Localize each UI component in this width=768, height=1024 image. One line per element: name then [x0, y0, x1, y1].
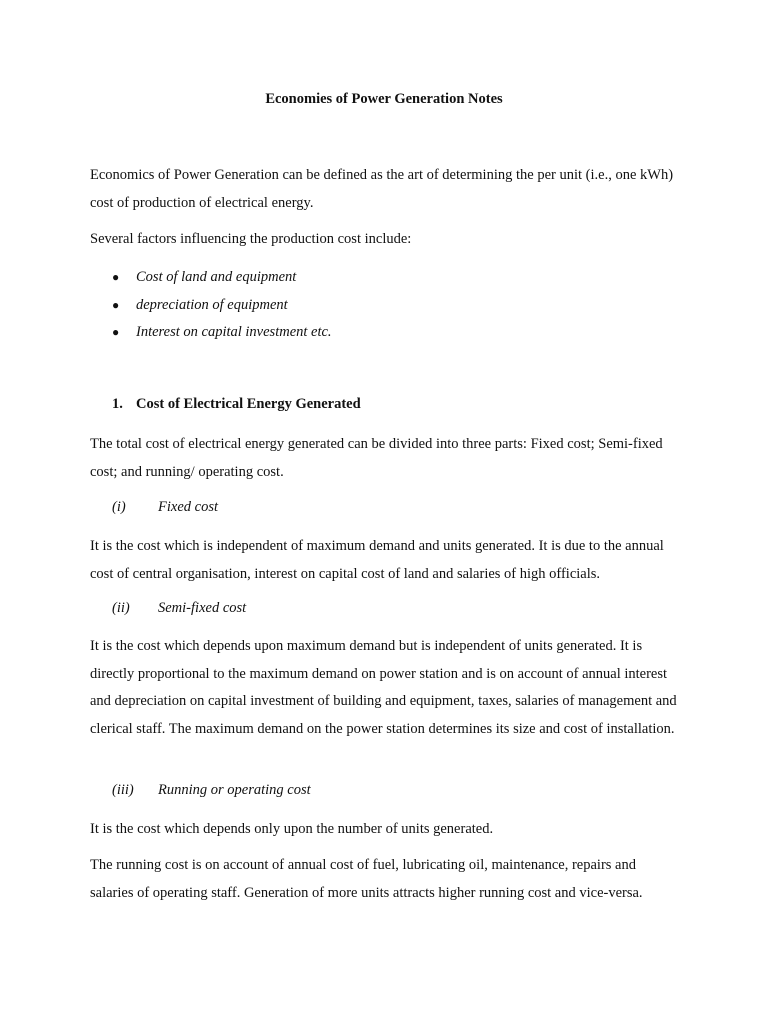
list-item-text: depreciation of equipment [136, 296, 288, 313]
list-item [112, 292, 332, 320]
bullet-icon: ● [112, 297, 120, 312]
running-cost-paragraph: It is the cost which depends only upon the number of units generated. [90, 821, 494, 837]
subheading-running-cost [112, 782, 311, 799]
subheading-text: Running or operating cost [158, 782, 311, 798]
roman-numeral: (iii) [112, 782, 134, 798]
document-title: Economies of Power Generation Notes [265, 91, 503, 107]
bullet-icon: ● [112, 325, 120, 340]
subheading-text: Semi-fixed cost [158, 600, 247, 616]
list-item-text: Cost of land and equipment [136, 269, 297, 285]
list-item [112, 264, 332, 292]
roman-numeral: (i) [112, 499, 126, 515]
running-cost-details-paragraph: The running cost is on account of annual cost of fuel, lubricating oil, maintenance, repairs and salaries of operating staff. Generation of more units attracts higher running cost and vice-versa. [90, 857, 643, 901]
factors-list [112, 264, 332, 347]
roman-numeral: (ii) [112, 600, 130, 616]
fixed-cost-paragraph: It is the cost which is independent of maximum demand and units generated. It is due to the annual cost of central organisation, interest on capital cost of land and salaries of high officials. [90, 538, 664, 582]
section-heading-text: Cost of Electrical Energy Generated [136, 396, 361, 412]
intro-paragraph: Economics of Power Generation can be defined as the art of determining the per unit (i.e., one kWh) cost of production of electrical energy. [90, 167, 674, 211]
section-heading [112, 396, 361, 413]
list-item [112, 319, 332, 347]
section-intro-paragraph: The total cost of electrical energy generated can be divided into three parts: Fixed cost; Semi-fixed cost; and running/ operating cost. [90, 436, 663, 480]
subheading-text: Fixed cost [158, 499, 218, 515]
bullet-icon: ● [112, 270, 120, 284]
subheading-fixed-cost [112, 499, 218, 516]
list-item-text: Interest on capital investment etc. [136, 324, 332, 341]
section-number: 1. [112, 396, 123, 412]
factors-intro: Several factors influencing the production cost include: [90, 231, 412, 247]
semi-fixed-cost-paragraph: It is the cost which depends upon maximum demand but is independent of units generated. It is directly proportional to the maximum demand on power station and is on account of annual interest and depreciation on capital investment of building and equipment, taxes, salaries of management and clerical staff. The maximum demand on the power station determines its size and cost of installation. [90, 638, 677, 737]
subheading-semi-fixed-cost [112, 600, 246, 617]
